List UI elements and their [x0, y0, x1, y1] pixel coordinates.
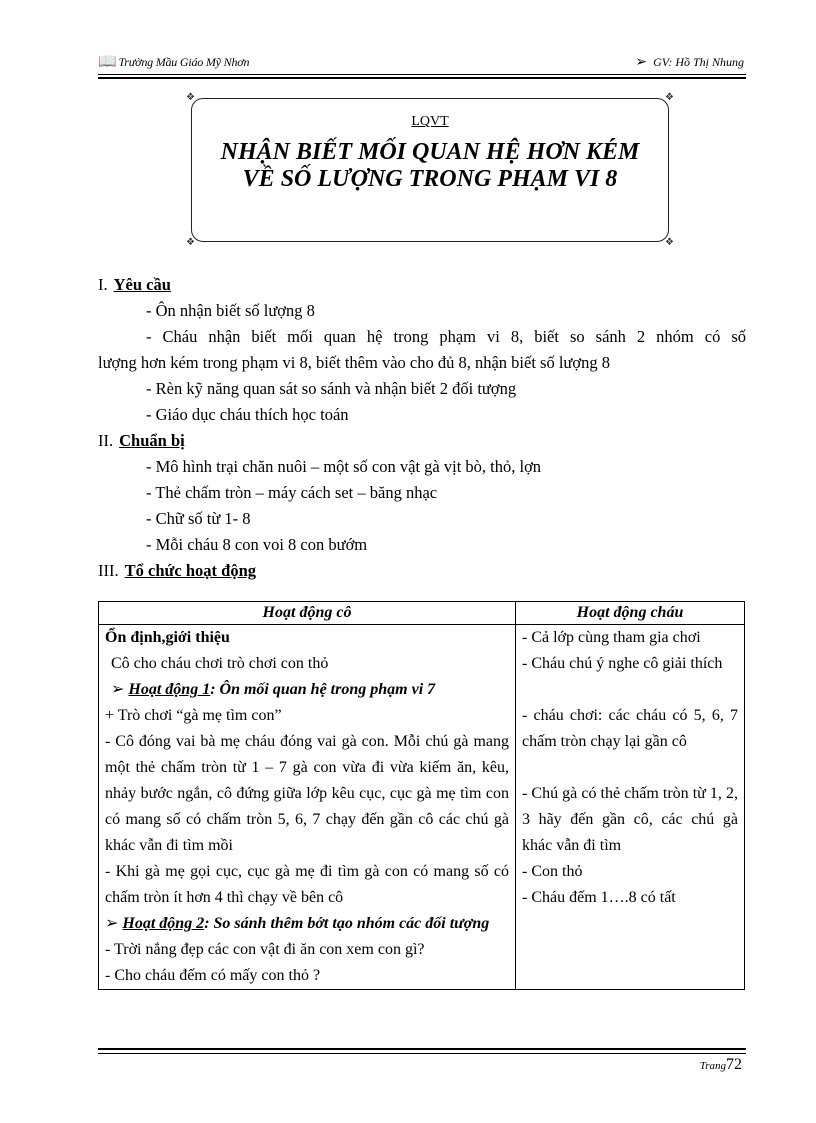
section-number: I. [98, 275, 108, 294]
corner-ornament-icon: ❖ [665, 237, 674, 248]
child-response: - Cả lớp cùng tham gia chơi [522, 629, 701, 646]
activity-1-heading [105, 677, 509, 703]
list-item: - Chữ số từ 1- 8 [146, 509, 251, 528]
teacher-activity-cell [99, 625, 516, 990]
teacher-activity-header: Hoạt động cô [99, 602, 516, 625]
list-item: - Mỗi cháu 8 con voi 8 con bướm [146, 535, 368, 554]
activity-1-title: : Ôn mối quan hệ trong phạm vi 7 [210, 681, 436, 698]
activity-1-label: Hoạt động 1 [128, 681, 211, 698]
page-header [98, 48, 746, 75]
arrow-bullet-icon: ➢ [105, 915, 119, 932]
subject-label: LQVT [411, 114, 449, 129]
question-text: - Cho cháu đếm có mấy con thỏ ? [105, 967, 321, 984]
page-number [700, 1056, 742, 1074]
game-name: + Trò chơi “gà mẹ tìm con” [105, 707, 282, 724]
section-title: Chuẩn bị [119, 431, 185, 450]
child-response: - Cháu đếm 1….8 có tất [522, 889, 676, 906]
list-item: - Giáo dục cháu thích học toán [146, 405, 349, 424]
spacer [522, 755, 738, 781]
section-heading [98, 272, 746, 298]
title-line-1: NHẬN BIẾT MỐI QUAN HỆ HƠN KÉM [220, 139, 640, 165]
intro-text: Cô cho cháu chơi trò chơi con thỏ [111, 655, 329, 672]
section-number: II. [98, 431, 114, 450]
activity-paragraph: - Cô đóng vai bà mẹ cháu đóng vai gà con. Mỗi chú gà mang một thẻ chấm tròn từ 1 – 7 gà con vừa đi vừa kiếm ăn, kêu, nhảy bước ngắn, cô đứng giữa lớp kêu cục, cục gà mẹ tìm con có mang số có chấm tròn 5, 6, 7 chạy đến gần cô các chú gà khác vẫn đi tìm mồi [105, 733, 509, 854]
lesson-title [192, 139, 668, 193]
corner-ornament-icon: ❖ [665, 92, 674, 103]
table-row [99, 625, 745, 990]
page-footer [98, 1048, 746, 1073]
list-item: - Thẻ chấm tròn – máy cách set – băng nhạc [146, 483, 438, 502]
list-item: - Mô hình trại chăn nuôi – một số con vật gà vịt bò, thỏ, lợn [146, 457, 542, 476]
corner-ornament-icon: ❖ [186, 92, 195, 103]
table-header-row [99, 602, 745, 625]
teacher-name: GV: Hồ Thị Nhung [653, 55, 744, 69]
section-title: Yêu cầu [113, 275, 171, 294]
spacer [522, 677, 738, 703]
section-title: Tổ chức hoạt động [124, 561, 256, 580]
page-label: Trang [699, 1060, 726, 1072]
child-activity-header: Hoạt động cháu [516, 602, 745, 625]
section-number: III. [98, 561, 119, 580]
activity-table [98, 601, 745, 990]
page-number-value: 72 [726, 1056, 742, 1073]
child-activity-cell [516, 625, 745, 990]
list-item: - Rèn kỹ năng quan sát so sánh và nhận biết 2 đối tượng [146, 379, 517, 398]
activity-2-label: Hoạt động 2 [122, 915, 205, 932]
title-line-2: VỀ SỐ LƯỢNG TRONG PHẠM VI 8 [242, 166, 618, 192]
school-name: Trường Mầu Giáo Mỹ Nhơn [118, 55, 250, 69]
header-left [98, 52, 249, 71]
list-item: - Cháu nhận biết mối quan hệ trong phạm vi 8, biết so sánh 2 nhóm có số [146, 327, 746, 346]
activity-2-heading [105, 911, 509, 937]
intro-heading: Ổn định,giới thiệu [105, 629, 230, 646]
question-text: - Trời nắng đẹp các con vật đi ăn con xem con gì? [105, 941, 425, 958]
lesson-body [98, 272, 746, 584]
child-response: - Chú gà có thẻ chấm tròn từ 1, 2, 3 hãy đến gần cô, các chú gà khác vẫn đi tìm [522, 785, 738, 854]
child-response: - Con thỏ [522, 863, 583, 880]
child-response: - Cháu chú ý nghe cô giải thích [522, 655, 723, 672]
header-right [635, 54, 744, 71]
section-heading [98, 428, 746, 454]
activity-2-title: : So sánh thêm bớt tạo nhóm các đối tượng [204, 915, 490, 932]
section-heading [98, 558, 746, 584]
arrow-bullet-icon: ➢ [635, 55, 648, 70]
child-response: - cháu chơi: các cháu có 5, 6, 7 chấm tròn chạy lại gần cô [522, 707, 738, 750]
title-frame [186, 92, 674, 248]
arrow-bullet-icon: ➢ [111, 681, 125, 698]
list-item: - Ôn nhận biết số lượng 8 [146, 301, 315, 320]
book-icon: 📖 [98, 54, 117, 70]
list-item-continuation: lượng hơn kém trong phạm vi 8, biết thêm vào cho đủ 8, nhận biết số lượng 8 [98, 353, 610, 372]
corner-ornament-icon: ❖ [186, 237, 195, 248]
activity-paragraph: - Khi gà mẹ gọi cục, cục gà mẹ đi tìm gà con có mang số có chấm tròn ít hơn 4 thì chạy về bên cô [105, 863, 509, 906]
